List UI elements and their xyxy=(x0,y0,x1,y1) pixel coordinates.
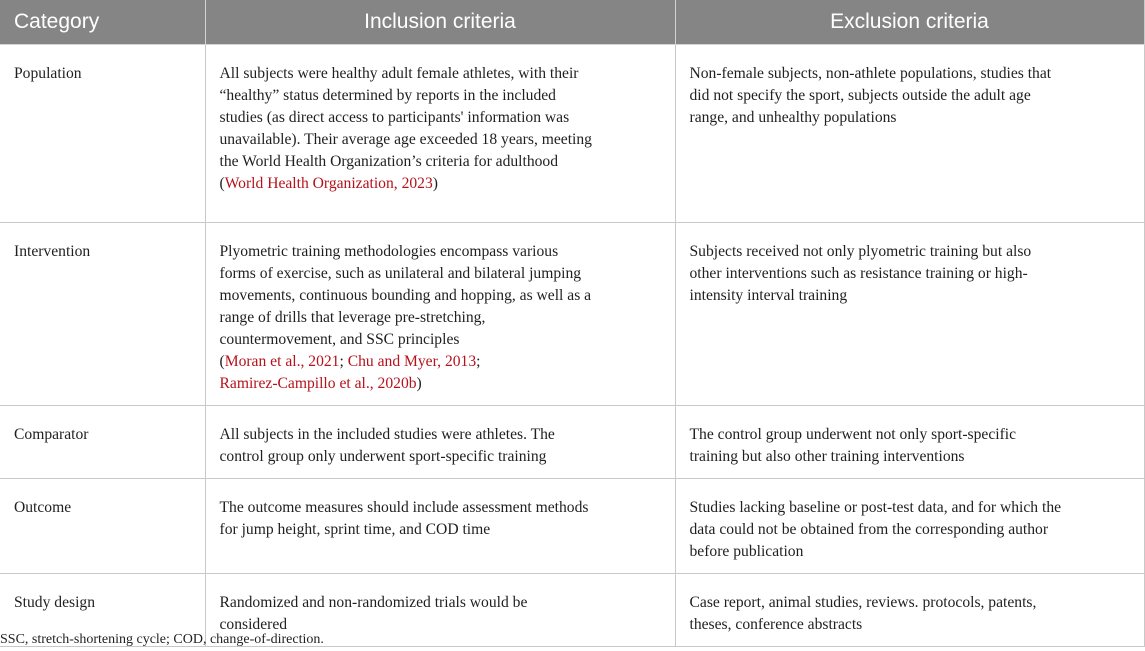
header-exclusion: Exclusion criteria xyxy=(675,0,1144,44)
table-row xyxy=(0,44,1144,222)
table-row xyxy=(0,222,1144,405)
reference-link[interactable]: Moran et al., 2021 xyxy=(224,352,340,370)
exclusion-cell: Subjects received not only plyometric training but also other interventions such as resistance training or high-intensity interval training xyxy=(675,222,1144,405)
table-footnote: SSC, stretch-shortening cycle; COD, change-of-direction. xyxy=(0,632,324,647)
category-cell: Comparator xyxy=(0,405,205,478)
category-cell: Population xyxy=(0,44,205,222)
table-row xyxy=(0,405,1144,478)
ref-separator: ; xyxy=(476,352,481,370)
inclusion-text: Plyometric training methodologies encompass various forms of exercise, such as unilateral and bilateral jumping movements, continuous bounding and hopping, as well as a range of drills that leverage pre-stretching, countermovement, and SSC principles xyxy=(219,242,592,348)
reference-link[interactable]: Chu and Myer, 2013 xyxy=(347,352,477,370)
inclusion-cell xyxy=(205,222,675,405)
exclusion-cell: Non-female subjects, non-athlete populations, studies that did not specify the sport, subjects outside the adult age range, and unhealthy populations xyxy=(675,44,1144,222)
table-row xyxy=(0,478,1144,573)
ref-paren: ) xyxy=(432,174,438,192)
header-inclusion: Inclusion criteria xyxy=(205,0,675,44)
category-cell: Outcome xyxy=(0,478,205,573)
category-cell: Intervention xyxy=(0,222,205,405)
ref-paren: ( xyxy=(219,352,225,370)
reference-link[interactable]: Ramirez-Campillo et al., 2020b xyxy=(219,374,417,392)
exclusion-cell: The control group underwent not only sport-specific training but also other training interventions xyxy=(675,405,1144,478)
inclusion-cell: Randomized and non-randomized trials would be considered xyxy=(205,573,675,646)
exclusion-cell: Studies lacking baseline or post-test data, and for which the data could not be obtained from the corresponding author before publication xyxy=(675,478,1144,573)
category-cell: Study design xyxy=(0,573,205,646)
ref-paren: ( xyxy=(219,174,225,192)
inclusion-cell: The outcome measures should include assessment methods for jump height, sprint time, and COD time xyxy=(205,478,675,573)
exclusion-cell: Case report, animal studies, reviews. protocols, patents, theses, conference abstracts xyxy=(675,573,1144,646)
header-row xyxy=(0,0,1144,44)
inclusion-cell: All subjects in the included studies were athletes. The control group only underwent sport-specific training xyxy=(205,405,675,478)
header-category: Category xyxy=(0,0,205,44)
ref-separator: ; xyxy=(339,352,348,370)
reference-link[interactable]: World Health Organization, 2023 xyxy=(224,174,433,192)
inclusion-text: All subjects were healthy adult female athletes, with their “healthy” status determined by reports in the included studies (as direct access to participants' information was unavailable). Their average age exceeded 18 years, meeting the World Health Organization’s criteria for adulthood xyxy=(219,64,592,170)
inclusion-cell xyxy=(205,44,675,222)
ref-paren: ) xyxy=(416,374,422,392)
